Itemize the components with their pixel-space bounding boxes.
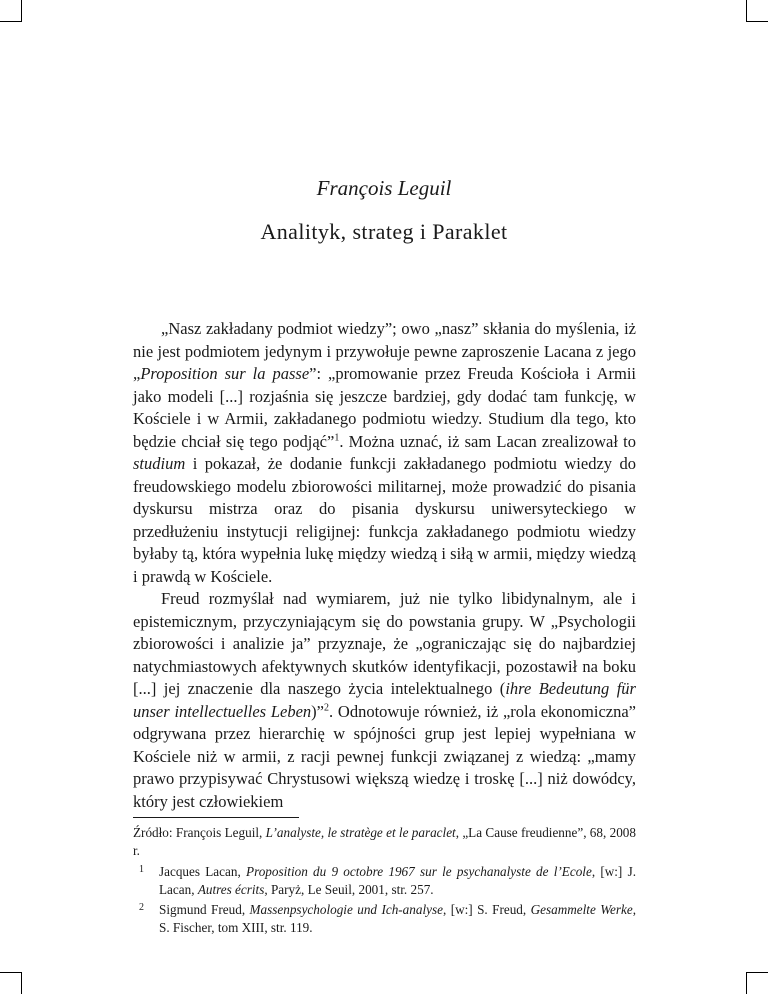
paragraph-1: „Nasz zakładany podmiot wiedzy”; owo „nasz” skłania do myślenia, iż nie jest podmiotem jedynym i przywołuje pewne zaproszenie Lacana z jego „Proposition sur la passe”: „promowanie przez Freuda Kościoła i Armii jako modeli [...] rozjaśnia się jeszcze bardziej, gdy dodać tam funkcję, w Kościele i w Armii, zakładanego podmiotu wiedzy. Studium dla tego, kto będzie chciał się tego podjąć”$^1$. Można uznać, iż sam Lacan zrealizował to studium i pokazał, że dodanie funkcji zakładanego podmiotu wiedzy do freudowskiego modelu zbiorowości militarnej, może prowadzić do pisania dyskursu mistrza oraz do pisania dyskursu uniwersyteckiego w przedłużeniu instytucji religijnej: funkcja zakładanego podmiotu wiedzy byłaby tą, która wypełnia lukę między wiedzą i siłą w armii, między wiedzą i prawdą w Kościele.	[133, 319, 637, 586]
footnote-ref[interactable]: 2	[324, 702, 329, 713]
paragraph-2: Freud rozmyślał nad wymiarem, już nie tylko libidynalnym, ale i epistemicznym, przyczyniającym się do powstania grupy. W „Psychologii zbiorowości i analizie ja” przyznaje, że „ograniczając się do najbardziej natychmiastowych afektywnych skutków identyfikacji, pozostawił na boku [...] jej znaczenie dla naszego życia intelektualnego (ihre Bedeutung für unser intellectuelles Leben)”$^2$. Odnotowuje również, iż „rola ekonomiczna” odgrywana przez hierarchię w spójności grup jest lepiej wypełniana w Kościele niż w armii, z racji pewnej funkcji związanej z wiedzą: „mamy prawo przypisywać Chrystusowi większą wiedzę i troskę [...] niż dowódcy, który jest człowiekiem	[133, 589, 636, 811]
crop-mark	[746, 21, 768, 22]
italic-quote: ihre Bedeutung für unser intellectuelles Leben	[133, 679, 636, 721]
footnote-ref[interactable]: 1	[334, 432, 340, 443]
crop-mark	[746, 0, 747, 22]
crop-mark	[0, 21, 22, 22]
footnote-2: 2 Sigmund Freud, Massenpsychologie und Ich-analyse, [w:] S. Freud, Gesammelte Werke, S. Fischer, tom XIII, str. 119.	[133, 901, 636, 936]
article-title: Analityk, strateg i Paraklet	[260, 219, 508, 244]
crop-mark	[21, 972, 22, 994]
crop-mark	[746, 972, 768, 973]
source-note: Źródło: François Leguil, L’analyste, le stratège et le paraclet, „La Cause freudienne”, 68, 2008 r.	[133, 825, 636, 858]
crop-mark	[21, 0, 22, 22]
article-body	[133, 318, 636, 813]
article-author: François Leguil	[316, 176, 452, 200]
crop-mark	[746, 972, 747, 994]
italic-term: studium	[133, 454, 186, 473]
footnote-1: 1 Jacques Lacan, Proposition du 9 octobre 1967 sur le psychanalyste de l’Ecole, [w:] J. Lacan, Autres écrits, Paryż, Le Seuil, 2001, str. 257.	[133, 863, 636, 898]
crop-mark	[0, 972, 22, 973]
footnote-number: 1	[139, 864, 144, 875]
footnotes	[133, 824, 636, 939]
footnote-number: 2	[139, 902, 144, 913]
italic-title: Proposition sur la passe	[140, 364, 310, 383]
footnote-divider	[133, 817, 299, 818]
